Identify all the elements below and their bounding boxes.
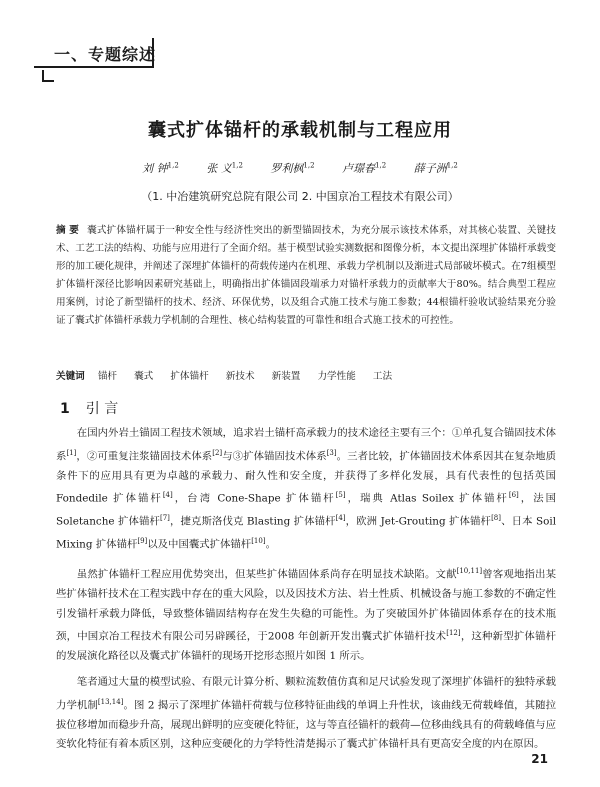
citation: [10]	[251, 537, 266, 546]
author: 薛子洲$^{1,2}$	[413, 161, 458, 175]
section-heading	[60, 398, 118, 418]
citation: [9]	[137, 537, 148, 546]
keyword: 囊式	[134, 371, 154, 382]
body-paragraph: 虽然扩体锚杆工程应用优势突出，但某些扩体锚固体系尚存在明显技术缺陷。文献[10,11]曾客观地指出某些扩体锚杆技术在工程实践中存在的重大风险，以及因技术方法、岩土性质、机械设备与施工参数的不确定性引发锚杆承载力降低，导致整体锚固结构存在发生失稳的可能性。为了突破国外扩体锚固体系存在的技术瓶颈，中国京冶工程技术有限公司另辟蹊径，于2008 年创新开发出囊式扩体锚杆技术[12]，这种新型扩体锚杆的发展演化路径以及囊式扩体锚杆的现场开挖形态照片如图 1 所示。	[56, 567, 556, 663]
citation: [5]	[335, 491, 346, 500]
keyword: 新装置	[271, 371, 301, 382]
section-title: 引 言	[85, 401, 119, 417]
citation: [3]	[326, 448, 337, 457]
citation: [4]	[335, 514, 346, 523]
section-tag-corner	[42, 70, 54, 82]
affiliation: （1. 中冶建筑研究总院有限公司 2. 中国京冶工程技术有限公司）	[141, 190, 459, 203]
abstract-text: 囊式扩体锚杆属于一种安全性与经济性突出的新型锚固技术，为充分展示该技术体系，对其核心装置、关键技术、工艺工法的结构、功能与应用进行了全面介绍。基于模型试验实测数据和图像分析，本文提出深埋扩体锚杆承载变形的加工硬化规律，并阐述了深埋扩体锚杆的荷载传递内在机理、承载力学机制以及渐进式局部破坏模式。在7组模型扩体锚杆深径比影响因素研究基础上，明确指出扩体锚固段端承力对锚杆承载力的贡献率大于80%。结合典型工程应用案例，讨论了新型锚杆的技术、经济、环保优势，以及组合式施工技术与施工参数；44根锚杆验收试验结果充分验证了囊式扩体锚杆承载力学机制的合理性、核心结构装置的可靠性和组合式施工技术的可控性。	[56, 225, 557, 326]
paper-title: 囊式扩体锚杆的承载机制与工程应用	[148, 120, 452, 141]
section-tag	[34, 30, 194, 78]
citation: [1]	[66, 448, 77, 457]
body-paragraph: 在国内外岩土锚固工程技术领域，追求岩土锚杆高承载力的技术途径主要有三个：①单孔复合锚固技术体系[1]，②可重复注浆锚固技术体系[2]与③扩体锚固技术体系[3]。三者比较，扩体锚固技术体系因其在复杂地质条件下的应用具有更为卓越的承载力、耐久性和安全度，并获得了多样化发展，具有代表性的包括英国 Fondedile 扩体锚杆[4]，台湾 Cone-Shape 扩体锚杆[5]，瑞典 Atlas Soilex 扩体锚杆[6]，法国 Soletanche 扩体锚杆[7]，捷克斯洛伐克 Blasting 扩体锚杆[4]，欧洲 Jet-Grouting 扩体锚杆[8]、日本 Soil Mixing 扩体锚杆[9]以及中国囊式扩体锚杆[10]。	[56, 427, 557, 551]
body-paragraph: 笔者通过大量的模型试验、有限元计算分析、颗粒流数值仿真和足尺试验发现了深埋扩体锚杆的独特承载力学机制[13,14]。图 2 揭示了深埋扩体锚杆荷载与位移特征曲线的单调上升性状，该曲线无荷载峰值，其随拉拔位移增加而稳步升高，展现出鲜明的应变硬化特征，这与等直径锚杆的载荷—位移曲线具有的荷载峰值与应变软化特征有着本质区别，这种应变硬化的力学特性清楚揭示了囊式扩体锚杆具有更高安全度的内在原因。	[56, 676, 556, 751]
author: 刘 钟$^{1,2}$	[142, 161, 179, 175]
citation: [8]	[491, 514, 501, 523]
author: 罗利枫$^{1,2}$	[270, 161, 315, 175]
section-tag-label: 一、专题综述	[54, 45, 157, 64]
section-number: 1	[60, 401, 70, 417]
abstract	[56, 222, 556, 330]
author: 卢璟春$^{1,2}$	[342, 161, 387, 175]
keyword: 锚杆	[97, 371, 118, 382]
keyword: 扩体锚杆	[170, 371, 209, 382]
keywords-label: 关键词	[56, 371, 85, 382]
citation: [12]	[446, 629, 461, 638]
keyword: 力学性能	[317, 371, 356, 382]
abstract-label: 摘 要	[56, 225, 80, 236]
keyword: 工法	[372, 371, 393, 382]
citation: [6]	[508, 491, 519, 500]
citation: [4]	[162, 491, 173, 500]
keywords	[56, 368, 556, 382]
citation: [7]	[159, 514, 170, 523]
page-number: 21	[531, 752, 548, 766]
citation: [13,14]	[97, 697, 124, 706]
author: 张 义$^{1,2}$	[206, 161, 243, 175]
citation: [10,11]	[456, 567, 483, 575]
keyword: 新技术	[225, 371, 255, 382]
citation: [2]	[212, 448, 223, 457]
author-list	[0, 160, 600, 176]
